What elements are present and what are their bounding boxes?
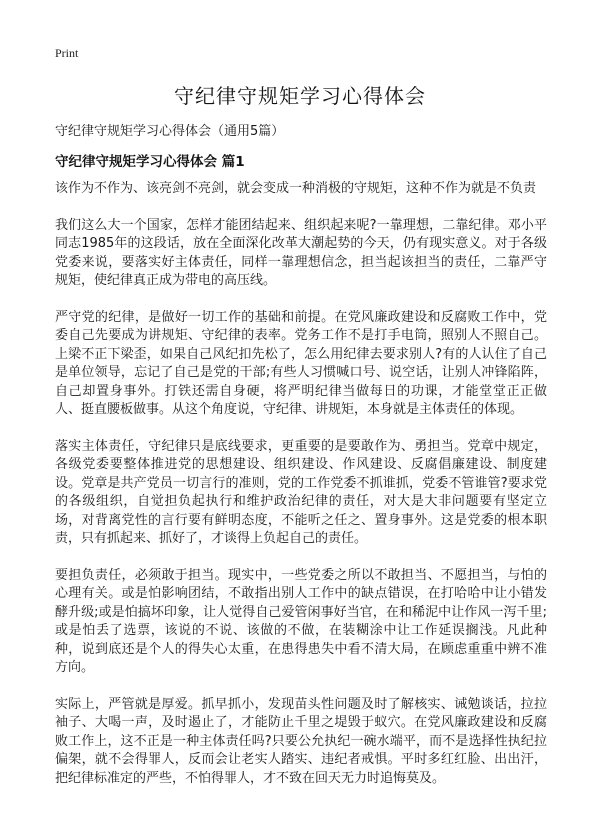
print-link[interactable]: Print bbox=[55, 46, 79, 60]
paragraph: 该作为不作为、该亮剑不亮剑，就会变成一种消极的守规矩，这种不作为就是不负责 bbox=[55, 181, 537, 196]
paragraph: 严守党的纪律，是做好一切工作的基础和前提。在党风廉政建设和反腐败工作中，党委自己先要成为讲规矩、守纪律的表率。党务工作不是打手电筒，照别人不照自己。上梁不正下梁歪，如果自己风纪扣先松了，怎么用纪律去要求别人?有的人认住了自己是单位领导，忘记了自己是党的干部;有些人习惯喊口号、说空话，让别人冲锋陷阵，自己却置身事外。打铁还需自身硬，将严明纪律当做每日的功课，才能堂堂正正做人、挺直腰板做事。从这个角度说，守纪律、讲规矩，本身就是主体责任的体现。 bbox=[55, 309, 547, 417]
document-subtitle: 守纪律守规矩学习心得体会（通用5篇） bbox=[55, 124, 285, 139]
article-body bbox=[55, 180, 547, 806]
paragraph: 实际上，严管就是厚爱。抓早抓小，发现苗头性问题及时了解核实、诫勉谈话，拉拉袖子、大喝一声，及时遏止了，才能防止千里之堤毁于蚁穴。在党风廉政建设和反腐败工作上，这不正是一种主体责任吗?只要公允执纪一碗水端平，而不是选择性执纪拉偏架，就不会得罪人，反而会让老实人踏实、违纪者戒惧。平时多红红脸、出出汗，把纪律标准定的严些，不怕得罪人，才不致在回天无力时追悔莫及。 bbox=[55, 696, 547, 786]
page-title: 守纪律守规矩学习心得体会 bbox=[174, 84, 426, 108]
paragraph: 落实主体责任，守纪律只是底线要求，更重要的是要敢作为、勇担当。党章中规定，各级党委要整体推进党的思想建设、组织建设、作风建设、反腐倡廉建设、制度建设。党章是共产党员一切言行的准则，党的工作党委不抓谁抓，党委不管谁管?要求党的各级组织，自觉担负起执行和维护政治纪律的责任，对大是大非问题要有坚定立场，对背离党性的言行要有鲜明态度，不能听之任之、置身事外。这是党委的根本职责，只有抓起来、抓好了，才谈得上负起自己的责任。 bbox=[55, 438, 547, 546]
section-heading: 守纪律守规矩学习心得体会 篇1 bbox=[55, 154, 245, 170]
paragraph: 我们这么大一个国家，怎样才能团结起来、组织起来呢?一靠理想，二靠纪律。邓小平同志1985年的这段话，放在全面深化改革大潮起势的今天，仍有现实意义。对于各级党委来说，要落实好主体责任，同样一靠理想信念，担当起该担当的责任，二靠严守规矩，使纪律真正成为带电的高压线。 bbox=[55, 217, 547, 288]
paragraph: 要担负责任，必须敢于担当。现实中，一些党委之所以不敢担当、不愿担当，与怕的心理有关。或是怕影响团结，不敢指出别人工作中的缺点错误，在打哈哈中让小错发酵升级;或是怕搞坏印象，让人觉得自己爱管闲事好当官，在和稀泥中让作风一泻千里;或是怕丢了选票，该说的不说、该做的不做，在装糊涂中让工作延误搁浅。凡此种种，说到底还是个人的得失心太重，在患得患失中看不清大局，在顾虑重重中辨不准方向。 bbox=[55, 567, 547, 675]
